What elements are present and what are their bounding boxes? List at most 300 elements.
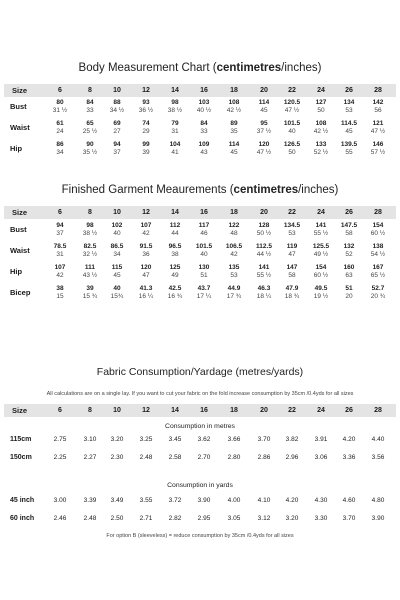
garment_chart-cell: [279, 285, 305, 300]
garment_chart-cell: [251, 264, 277, 279]
size-26: 26: [345, 87, 353, 94]
body_chart-cell: [279, 141, 305, 156]
garment_chart-cell: [133, 222, 159, 237]
yards-value: 3.55: [139, 497, 153, 504]
size-18: 18: [230, 87, 238, 94]
value-inches: 58: [288, 271, 296, 279]
garment_chart-cell: [279, 243, 305, 258]
body_chart-cell: [191, 120, 217, 135]
garment_chart-cell: [221, 264, 247, 279]
value-cm: 114: [258, 99, 270, 106]
value-cm: 112.5: [256, 243, 272, 250]
fabric-width-45-inch: 45 inch: [10, 497, 35, 504]
value-cm: 107: [54, 264, 66, 271]
value-cm: 98: [171, 99, 179, 106]
metres-value: 2.25: [53, 454, 67, 461]
body_chart-cell: [191, 141, 217, 156]
yards-value: 4.80: [371, 497, 385, 504]
metres-value: 3.91: [314, 436, 328, 443]
value-cm: 51: [345, 285, 353, 292]
metres-value: 3.36: [342, 454, 356, 461]
value-cm: 134: [343, 99, 355, 106]
garment_chart-cell: [77, 243, 103, 258]
body_chart-title-bold: centimetres: [216, 62, 282, 74]
size-22: 22: [288, 87, 296, 94]
garment_chart-cell: [251, 285, 277, 300]
fabric_chart-size-header: [4, 404, 396, 417]
body_chart-cell: [336, 120, 362, 135]
size-label: Size: [12, 406, 28, 415]
value-inches: 31 ½: [52, 106, 68, 114]
metres-value: 2.80: [227, 454, 241, 461]
metres-value: 3.20: [110, 436, 124, 443]
metres-value: 2.96: [285, 454, 299, 461]
value-cm: 39: [86, 285, 94, 292]
garment_chart-cell: [162, 285, 188, 300]
size-18: 18: [230, 407, 238, 414]
yards-value: 3.30: [314, 515, 328, 522]
fabric-chart-title: Fabric Consumption/Yardage (metres/yards): [96, 366, 304, 378]
value-cm: 114.5: [341, 120, 357, 127]
value-cm: 109: [198, 141, 210, 148]
value-cm: 80: [56, 99, 64, 106]
value-cm: 141: [315, 222, 327, 229]
value-inches: 43: [200, 148, 208, 156]
size-22: 22: [288, 407, 296, 414]
yards-value: 4.00: [227, 497, 241, 504]
value-inches: 27: [113, 127, 121, 135]
value-inches: 63: [345, 271, 353, 279]
garment_chart-cell: [336, 285, 362, 300]
metres-value: 4.20: [342, 436, 356, 443]
value-cm: 107: [140, 222, 152, 229]
garment_chart-cell: [133, 243, 159, 258]
size-6: 6: [58, 209, 62, 216]
value-inches: 37 ½: [256, 127, 272, 135]
size-6: 6: [58, 407, 62, 414]
value-cm: 46.3: [257, 285, 271, 292]
yards-value: 3.39: [83, 497, 97, 504]
value-inches: 49 ½: [313, 250, 329, 258]
garment_chart-cell: [191, 222, 217, 237]
value-inches: 50: [288, 148, 296, 156]
size-24: 24: [317, 209, 325, 216]
value-cm: 106.5: [225, 243, 243, 250]
body_chart-cell: [133, 141, 159, 156]
value-cm: 82.5: [83, 243, 97, 250]
metres-value: 3.66: [227, 436, 241, 443]
size-26: 26: [345, 209, 353, 216]
value-cm: 154: [372, 222, 384, 229]
value-cm: 86: [56, 141, 64, 148]
body_chart-row-label-waist: Waist: [10, 123, 30, 132]
body_chart-cell: [221, 99, 247, 114]
metres-value: 2.86: [257, 454, 271, 461]
value-cm: 147.5: [340, 222, 358, 229]
body_chart-size-header: [4, 84, 396, 97]
value-inches: 37: [56, 229, 64, 237]
value-inches: 18 ¾: [284, 292, 300, 300]
value-inches: 45: [230, 148, 238, 156]
value-cm: 130: [198, 264, 210, 271]
garment_chart-cell: [47, 243, 73, 258]
body_chart-cell: [308, 99, 334, 114]
metres-value: 3.56: [371, 454, 385, 461]
value-inches: 17 ¾: [226, 292, 242, 300]
value-cm: 119: [286, 243, 298, 250]
garment_chart-cell: [162, 222, 188, 237]
size-12: 12: [142, 87, 150, 94]
fabric-width-60-inch: 60 inch: [10, 515, 35, 522]
value-inches: 55: [345, 148, 353, 156]
value-cm: 52.7: [371, 285, 385, 292]
size-18: 18: [230, 209, 238, 216]
body_chart-cell: [336, 99, 362, 114]
garment_chart-cell: [133, 285, 159, 300]
garment_chart-row-label-hip: Hip: [10, 267, 23, 276]
size-8: 8: [88, 87, 92, 94]
garment_chart-cell: [162, 243, 188, 258]
value-inches: 36: [142, 250, 150, 258]
value-inches: 40 ½: [196, 106, 212, 114]
body_chart-cell: [77, 99, 103, 114]
value-cm: 160: [343, 264, 355, 271]
body_chart-cell: [104, 141, 130, 156]
body_chart-cell: [162, 99, 188, 114]
value-cm: 135: [228, 264, 240, 271]
body_chart-cell: [77, 120, 103, 135]
garment_chart-cell: [279, 264, 305, 279]
value-cm: 117: [198, 222, 210, 229]
size-28: 28: [374, 209, 382, 216]
value-inches: 55 ½: [256, 271, 272, 279]
value-inches: 36 ½: [138, 106, 154, 114]
value-cm: 40: [113, 285, 121, 292]
value-inches: 50 ½: [256, 229, 272, 237]
size-10: 10: [113, 209, 121, 216]
value-cm: 120: [258, 141, 270, 148]
value-inches: 42: [56, 271, 64, 279]
size-20: 20: [260, 209, 268, 216]
value-inches: 40: [200, 250, 208, 258]
body_chart-cell: [308, 141, 334, 156]
value-cm: 98: [86, 222, 94, 229]
body_chart-cell: [104, 99, 130, 114]
value-inches: 33: [86, 106, 94, 114]
value-inches: 44 ½: [256, 250, 272, 258]
body_chart-cell: [251, 141, 277, 156]
value-cm: 112: [169, 222, 181, 229]
garment_chart-cell: [47, 285, 73, 300]
value-cm: 90: [86, 141, 94, 148]
metres-value: 3.70: [257, 436, 271, 443]
body_chart-title-suffix: /inches): [281, 62, 322, 74]
value-inches: 60 ½: [313, 271, 329, 279]
metres-value: 3.25: [139, 436, 153, 443]
yards-value: 3.05: [227, 515, 241, 522]
value-inches: 57 ½: [370, 148, 386, 156]
value-cm: 89: [230, 120, 238, 127]
size-label: Size: [12, 208, 28, 217]
value-inches: 34: [56, 148, 64, 156]
value-cm: 69: [113, 120, 121, 127]
garment_chart-title: [0, 184, 400, 196]
value-inches: 20: [345, 292, 353, 300]
value-inches: 65 ½: [370, 271, 386, 279]
garment_chart-cell: [336, 264, 362, 279]
body_chart-cell: [251, 99, 277, 114]
garment_chart-cell: [191, 285, 217, 300]
garment_chart-cell: [221, 222, 247, 237]
body_chart-row-label-hip: Hip: [10, 144, 23, 153]
value-inches: 38: [171, 250, 179, 258]
garment_chart-cell: [308, 243, 334, 258]
value-cm: 41.3: [139, 285, 153, 292]
metres-value: 2.48: [139, 454, 153, 461]
value-cm: 102: [111, 222, 123, 229]
value-inches: 37: [113, 148, 121, 156]
value-inches: 29: [142, 127, 150, 135]
size-16: 16: [200, 407, 208, 414]
body_chart-cell: [104, 120, 130, 135]
size-20: 20: [260, 87, 268, 94]
value-inches: 16 ¼: [138, 292, 154, 300]
value-inches: 42 ½: [226, 106, 242, 114]
value-inches: 35 ½: [82, 148, 98, 156]
garment_chart-cell: [251, 243, 277, 258]
size-12: 12: [142, 407, 150, 414]
size-24: 24: [317, 87, 325, 94]
value-cm: 86.5: [110, 243, 124, 250]
value-cm: 38: [56, 285, 64, 292]
body_chart-cell: [221, 120, 247, 135]
metres-value: 2.75: [53, 436, 67, 443]
garment_chart-cell: [77, 222, 103, 237]
value-inches: 46: [200, 229, 208, 237]
value-inches: 48: [230, 229, 238, 237]
size-8: 8: [88, 209, 92, 216]
body_chart-cell: [133, 120, 159, 135]
size-10: 10: [113, 87, 121, 94]
garment_chart-cell: [162, 264, 188, 279]
value-inches: 38 ½: [82, 229, 98, 237]
garment_chart-cell: [47, 264, 73, 279]
value-cm: 114: [228, 141, 240, 148]
value-inches: 44: [171, 229, 179, 237]
value-inches: 47 ½: [370, 127, 386, 135]
yards-value: 3.20: [285, 515, 299, 522]
yards-value: 3.90: [371, 515, 385, 522]
value-cm: 65: [86, 120, 94, 127]
size-24: 24: [317, 407, 325, 414]
size-16: 16: [200, 87, 208, 94]
yards-value: 2.48: [83, 515, 97, 522]
value-inches: 16 ¾: [167, 292, 183, 300]
metres-value: 3.45: [168, 436, 182, 443]
value-inches: 56: [374, 106, 382, 114]
value-inches: 31: [56, 250, 64, 258]
value-inches: 34: [113, 250, 121, 258]
fabric-chart-footnote: For option B (sleeveless) = reduce consumption by 35cm /0.4yds for all sizes: [106, 533, 294, 539]
value-cm: 133: [315, 141, 327, 148]
value-inches: 54 ½: [370, 250, 386, 258]
value-inches: 24: [56, 127, 64, 135]
garment_chart-cell: [336, 222, 362, 237]
metres-value: 3.82: [285, 436, 299, 443]
value-inches: 19 ½: [313, 292, 329, 300]
value-inches: 40: [288, 127, 296, 135]
value-cm: 94: [113, 141, 121, 148]
fabric-width-115cm: 115cm: [10, 436, 32, 443]
value-inches: 50: [317, 106, 325, 114]
value-inches: 32 ½: [82, 250, 98, 258]
garment_chart-cell: [365, 264, 391, 279]
body_chart-cell: [251, 120, 277, 135]
garment_chart-cell: [191, 264, 217, 279]
value-inches: 17 ¼: [196, 292, 212, 300]
yards-value: 2.95: [197, 515, 211, 522]
body_chart-title-prefix: Body Measurement Chart (: [78, 62, 217, 74]
value-cm: 101.5: [195, 243, 213, 250]
fabric-chart-note: All calculations are on a single lay. If you want to cut your fabric on the fold increase consumption by 35cm /0.4yds for all sizes: [46, 391, 354, 397]
value-inches: 25 ½: [82, 127, 98, 135]
body_chart-cell: [365, 99, 391, 114]
body_chart-cell: [279, 99, 305, 114]
value-cm: 84: [200, 120, 208, 127]
garment_chart-cell: [365, 285, 391, 300]
value-cm: 126.5: [283, 141, 301, 148]
yards-value: 4.60: [342, 497, 356, 504]
size-16: 16: [200, 209, 208, 216]
metres-value: 2.70: [197, 454, 211, 461]
value-cm: 167: [372, 264, 384, 271]
value-cm: 94: [56, 222, 64, 229]
garment_chart-cell: [336, 243, 362, 258]
body_chart-cell: [47, 120, 73, 135]
garment_chart-row-label-bust: Bust: [10, 225, 27, 234]
value-cm: 99: [142, 141, 150, 148]
garment_chart-cell: [133, 264, 159, 279]
garment_chart-cell: [308, 264, 334, 279]
metres-value: 4.40: [371, 436, 385, 443]
value-cm: 49.5: [314, 285, 328, 292]
size-20: 20: [260, 407, 268, 414]
value-inches: 51: [200, 271, 208, 279]
body_chart-row-label-bust: Bust: [10, 102, 27, 111]
value-inches: 41: [171, 148, 179, 156]
body_chart-cell: [191, 99, 217, 114]
value-cm: 132: [343, 243, 355, 250]
metres-value: 3.06: [314, 454, 328, 461]
value-cm: 120.5: [283, 99, 301, 106]
value-inches: 53: [230, 271, 238, 279]
body_chart-cell: [308, 120, 334, 135]
value-cm: 74: [142, 120, 150, 127]
size-14: 14: [171, 209, 179, 216]
value-inches: 15¾: [110, 292, 124, 300]
yards-value: 3.12: [257, 515, 271, 522]
yards-value: 2.82: [168, 515, 182, 522]
garment_chart-cell: [251, 222, 277, 237]
metres-value: 2.30: [110, 454, 124, 461]
body_chart-cell: [47, 141, 73, 156]
value-inches: 43 ½: [82, 271, 98, 279]
body_chart-cell: [365, 120, 391, 135]
garment_chart-cell: [191, 243, 217, 258]
value-inches: 60 ½: [370, 229, 386, 237]
value-cm: 84: [86, 99, 94, 106]
body_chart-cell: [77, 141, 103, 156]
value-cm: 141: [258, 264, 270, 271]
garment_chart-title-suffix: /inches): [298, 184, 339, 196]
value-inches: 42: [142, 229, 150, 237]
value-cm: 138: [372, 243, 384, 250]
value-inches: 39: [142, 148, 150, 156]
metres-heading: Consumption in metres: [165, 423, 235, 430]
size-28: 28: [374, 407, 382, 414]
body_chart-title: [0, 62, 400, 74]
garment_chart-cell: [47, 222, 73, 237]
garment_chart-title-bold: centimetres: [233, 184, 299, 196]
value-cm: 125: [169, 264, 181, 271]
value-inches: 45: [113, 271, 121, 279]
value-inches: 42: [230, 250, 238, 258]
value-cm: 101.5: [283, 120, 301, 127]
body_chart-cell: [336, 141, 362, 156]
value-cm: 121: [372, 120, 384, 127]
yards-value: 4.10: [257, 497, 271, 504]
value-cm: 125.5: [312, 243, 330, 250]
garment_chart-cell: [221, 285, 247, 300]
value-cm: 108: [228, 99, 240, 106]
value-inches: 53: [345, 106, 353, 114]
body_chart-cell: [162, 120, 188, 135]
yards-value: 3.49: [110, 497, 124, 504]
size-6: 6: [58, 87, 62, 94]
yards-value: 2.46: [53, 515, 67, 522]
value-inches: 15: [56, 292, 64, 300]
value-inches: 58: [345, 229, 353, 237]
value-cm: 120: [140, 264, 152, 271]
value-inches: 38 ½: [167, 106, 183, 114]
value-inches: 52: [345, 250, 353, 258]
value-inches: 20 ¾: [370, 292, 386, 300]
value-inches: 52 ½: [313, 148, 329, 156]
size-28: 28: [374, 87, 382, 94]
body_chart-cell: [162, 141, 188, 156]
value-cm: 103: [198, 99, 210, 106]
yards-value: 2.71: [139, 515, 153, 522]
value-cm: 154: [315, 264, 327, 271]
garment_chart-size-header: [4, 206, 396, 219]
value-cm: 139.5: [340, 141, 358, 148]
value-inches: 40: [113, 229, 121, 237]
garment_chart-row-label-bicep: Bicep: [10, 288, 31, 297]
body_chart-cell: [47, 99, 73, 114]
body_chart-cell: [279, 120, 305, 135]
value-inches: 31: [171, 127, 179, 135]
value-inches: 55 ½: [313, 229, 329, 237]
yards-value: 2.50: [110, 515, 124, 522]
yards-value: 3.90: [197, 497, 211, 504]
value-cm: 88: [113, 99, 121, 106]
value-cm: 44.9: [227, 285, 241, 292]
value-cm: 96.5: [168, 243, 182, 250]
value-inches: 47 ½: [284, 106, 300, 114]
value-inches: 49: [171, 271, 179, 279]
yards-value: 3.72: [168, 497, 182, 504]
size-12: 12: [142, 209, 150, 216]
